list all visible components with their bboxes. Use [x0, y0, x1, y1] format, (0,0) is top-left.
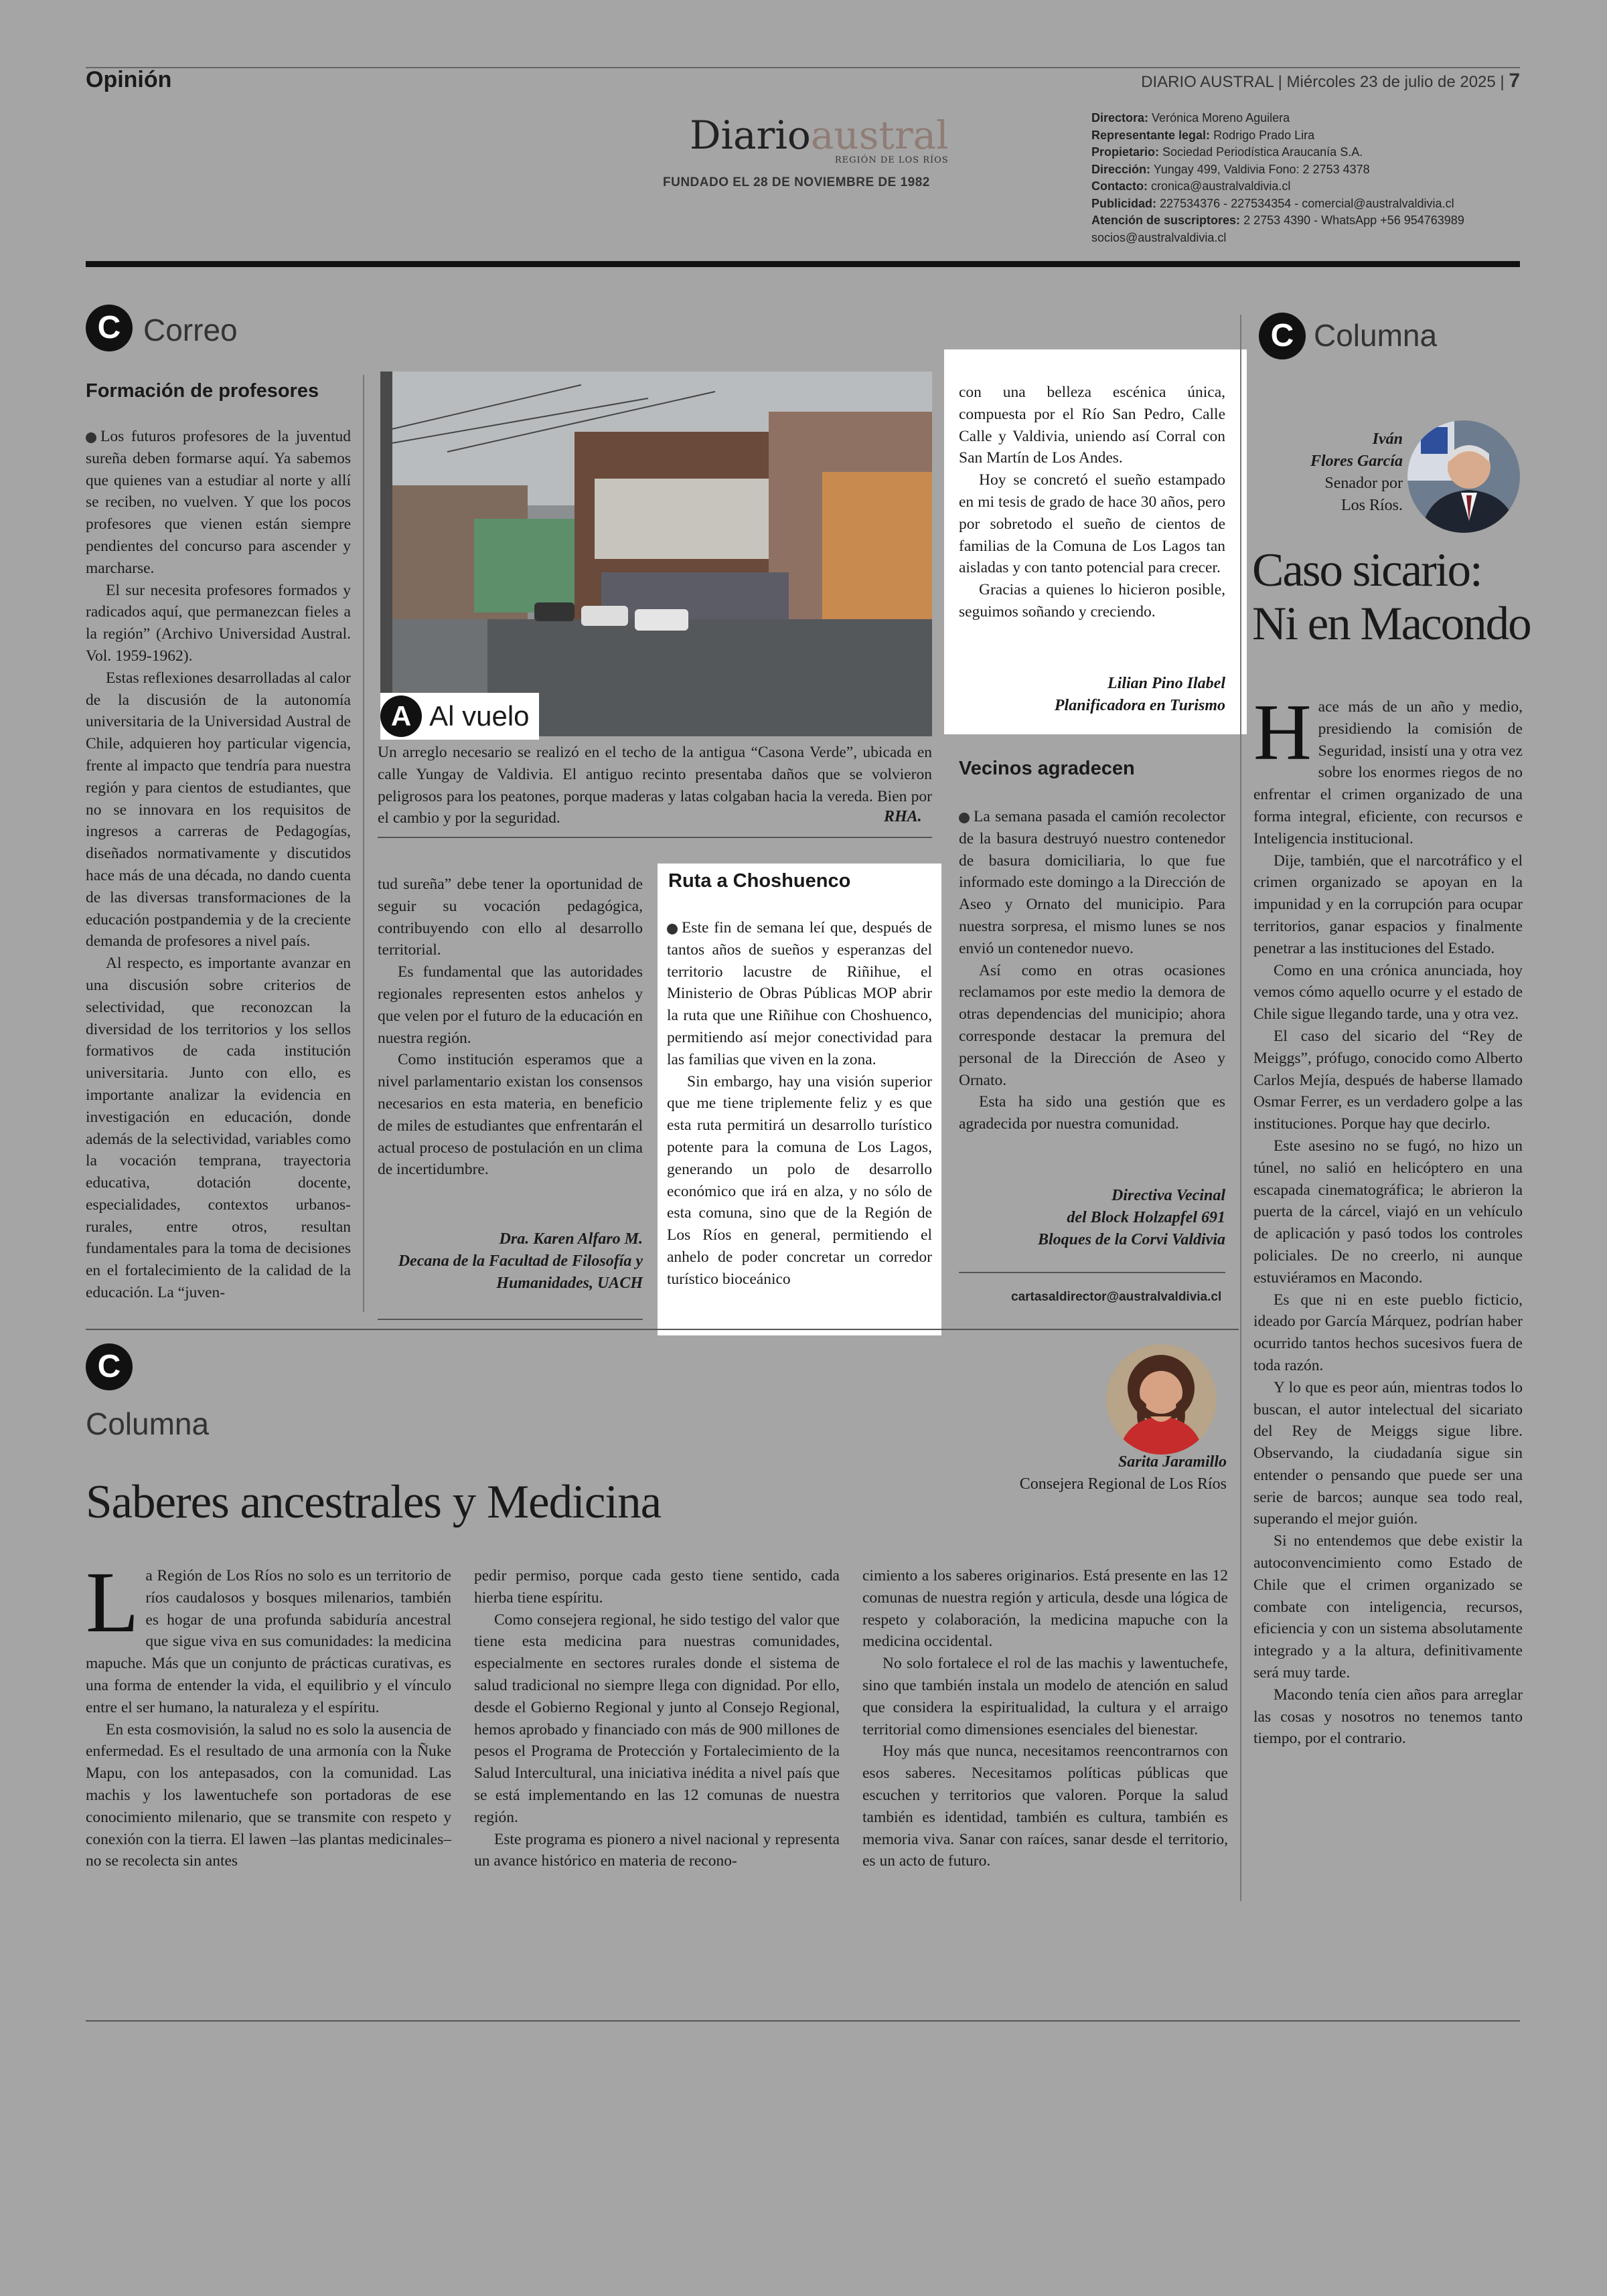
paragraph: Este fin de semana leí que, después de tantos años de sueños y esperanzas del territorio lacustre de Riñihue, el Ministerio de Obras Públicas MOP abrir la ruta que une Riñihue con Choshuenco, permitiendo así mejor conectividad para las familias que viven en la zona. [667, 919, 932, 1068]
bullet-icon [86, 432, 96, 443]
paragraph: Como institución esperamos que a nivel parlamentario existan los consensos necesarios en esta materia, en beneficio de miles de estudiantes que enfrentarán el actual proceso de postulación en un clima de incertidumbre. [378, 1051, 643, 1179]
column-bottom-headline: Saberes ancestrales y Medicina [86, 1476, 662, 1528]
paragraph: Sin embargo, hay una visión superior que me tiene triplemente feliz y es que esta ruta permitirá un desarrollo turístico potente para la comuna de Los Lagos, generando un polo de desarrollo económico que irá en alza, y no sólo de esta comuna, sino que de la Región de Los Ríos en general, permitiendo el anhelo de poder concretar un corredor turístico bioceánico [667, 1072, 932, 1288]
staff-box [1091, 110, 1464, 246]
paragraph: En esta cosmovisión, la salud no es solo la ausencia de enfermedad. Es el resultado de una armonía con la Ñuke Mapu, con los antepasados, con la comunidad. Las machis y los lawentuchefe son portadoras de ese conocimiento milenario, que se transmite con respeto y conexión con la tierra. El lawen –las plantas medicinales– no se recolecta sin antes [86, 1720, 451, 1870]
column-rule [378, 1319, 643, 1320]
right-column-divider [1240, 315, 1241, 1901]
staff-line: Representante legal: Rodrigo Prado Lira [1091, 128, 1315, 142]
letter2-title: Ruta a Choshuenco [668, 870, 851, 892]
al-vuelo-badge: A [380, 695, 422, 737]
letter1-body [86, 426, 351, 1304]
author-role: Los Ríos. [1341, 497, 1403, 514]
paragraph: Hoy se concretó el sueño estampado en mi tesis de grado de hace 30 años, pero por sobretodo el sueño de cientos de familias de la Comuna de Los Lagos tan aisladas y con tanto potencial para crecer. [959, 471, 1225, 577]
email-rule [959, 1272, 1225, 1273]
signature-role: Planificadora en Turismo [1054, 697, 1225, 714]
author-name: Sarita Jaramillo [1118, 1453, 1227, 1471]
correo-label: Correo [143, 313, 238, 347]
column-right-badge: C [1259, 313, 1306, 359]
page-number: 7 [1509, 70, 1520, 92]
al-vuelo-photo [380, 372, 932, 736]
letter1-continuation [378, 874, 643, 1181]
section-divider [86, 1329, 1239, 1330]
staff-line: Atención de suscriptores: 2 2753 4390 - WhatsApp +56 954763989 [1091, 214, 1464, 227]
column-bottom-col2 [474, 1565, 840, 1872]
staff-line: Contacto: cronica@australvaldivia.cl [1091, 179, 1291, 193]
paragraph: Los futuros profesores de la juventud sureña deben formarse aquí. Ya sabemos que quienes van a estudiar al norte y allí se reciben, no vuelven. Y que los pocos profesores que vienen están siempre pendientes del concurso para ascender y marcharse. [86, 428, 351, 577]
paragraph: con una belleza escénica única, compuesta por el Río San Pedro, Calle Calle y Valdivia, uniendo así Corral con San Martín de Los Andes. [959, 384, 1225, 467]
paragraph: El caso del sicario del “Rey de Meiggs”, prófugo, conocido como Alberto Carlos Mejía, después de haberse llamado Osmar Ferrer, es un verdadero golpe a las instituciones. Porque hay que decirlo. [1253, 1027, 1523, 1133]
logo-main: Diario [690, 112, 811, 158]
column-right-body [1253, 687, 1523, 1750]
section-title: Opinión [86, 67, 172, 92]
paragraph: cimiento a los saberes originarios. Está presente en las 12 comunas de nuestra región y articula, desde una lógica de respeto y colaboración, la medicina mapuche con la medicina occidental. [862, 1567, 1228, 1651]
al-vuelo-rule [378, 837, 932, 838]
top-rule [86, 67, 1520, 68]
bullet-icon [667, 924, 678, 934]
bottom-rule [86, 2020, 1520, 2022]
staff-line: Dirección: Yungay 499, Valdivia Fono: 2 2753 4378 [1091, 162, 1370, 176]
signature-role: Decana de la Facultad de Filosofía y [398, 1252, 643, 1270]
letter2-continuation [959, 382, 1225, 623]
paragraph: Dije, también, que el narcotráfico y el crimen organizado se apoyan en la impunidad y en la corrupción para ocupar territorios, ganar espacios y finalmente penetrar a las instituciones del Estado. [1253, 851, 1523, 957]
letter3-body [959, 806, 1225, 1135]
staff-line: Publicidad: 227534376 - 227534354 - comercial@australvaldivia.cl [1091, 196, 1454, 210]
street-photo-illustration [380, 372, 932, 736]
paragraph: El sur necesita profesores formados y radicados aquí, que permanezcan fieles a la región” (Archivo Universidad Austral. Vol. 1959-1962). [86, 581, 351, 665]
paragraph: Este asesino no se fugó, no hizo un túnel, no salió en helicóptero en una escapada cinematográfica; le abrieron la puerta de la cárcel, viajó en un vehículo de aplicación y pasó todos los controles policiales. De no creerlo, ni aunque estuviéramos en Macondo. [1253, 1137, 1523, 1287]
masthead-heavy-rule [86, 261, 1520, 267]
author-role: Senador por [1324, 475, 1403, 492]
author-avatar [1407, 420, 1520, 533]
staff-line: Propietario: Sociedad Periodística Araucanía S.A. [1091, 145, 1363, 159]
author-byline [1245, 428, 1403, 517]
paragraph: Como en una crónica anunciada, hoy vemos cómo aquello ocurre y el estado de Chile sigue llegando tarde, una y otra vez. [1253, 961, 1523, 1023]
author-portrait-illustration [1106, 1344, 1217, 1455]
paragraph: Macondo tenía cien años para arreglar las cosas y nosotros no tenemos tanto tiempo, por el contrario. [1253, 1686, 1523, 1748]
column-divider [363, 375, 364, 1312]
signature-line: Directiva Vecinal [1112, 1187, 1225, 1204]
paragraph: Este programa es pionero a nivel nacional y representa un avance histórico en materia de recono- [474, 1830, 840, 1870]
staff-line: Directora: Verónica Moreno Aguilera [1091, 111, 1290, 125]
author-avatar [1106, 1344, 1217, 1455]
al-vuelo-header [380, 693, 539, 740]
letters-email[interactable]: cartasaldirector@australvaldivia.cl [1011, 1290, 1222, 1304]
author-role: Consejera Regional de Los Ríos [1019, 1475, 1227, 1493]
paragraph: Es fundamental que las autoridades regionales representen estos anhelos y que velen por el futuro de la educación en nuestra región. [378, 963, 643, 1047]
al-vuelo-text [378, 742, 932, 829]
column-bottom-badge: C [86, 1343, 133, 1390]
date-line: DIARIO AUSTRAL | Miércoles 23 de julio de 2025 | [1141, 73, 1505, 91]
letter1-title: Formación de profesores [86, 380, 319, 402]
dropcap: H [1253, 687, 1312, 776]
letter1-signature [378, 1228, 643, 1295]
signature-line: Bloques de la Corvi Valdivia [1037, 1231, 1225, 1248]
paragraph: Hoy más que nunca, necesitamos reencontrarnos con esos saberes. Necesitamos políticas públicas que escuchen y territorios que valoren. Porque la salud también es identidad, también es cultura, también es memoria viva. Sanar con raíces, sanar desde el territorio, es un acto de futuro. [862, 1742, 1228, 1870]
bullet-icon [959, 813, 970, 823]
paragraph: Y lo que es peor aún, mientras todos lo buscan, el autor intelectual del sicariato del Rey de Meiggs sigue libre. Observando, la ciudadanía sigue sin entender o pensando que puede ser una serie de barcos; aunque sea todo real, superando el mejor guión. [1253, 1378, 1523, 1528]
al-vuelo-label: Al vuelo [429, 700, 530, 732]
paragraph: Esta ha sido una gestión que es agradecida por nuestra comunidad. [959, 1093, 1225, 1133]
headline-line: Caso sicario: [1252, 544, 1482, 596]
paragraph: La semana pasada el camión recolector de la basura destruyó nuestro contenedor de basura domiciliaria, lo que fue informado este domingo a la Dirección de Aseo y Ornato del municipio. Para nuestra sorpresa, el mismo lunes se nos envió un contenedor nuevo. [959, 808, 1225, 957]
founded-line: FUNDADO EL 28 DE NOVIEMBRE DE 1982 [663, 175, 930, 189]
paragraph: No solo fortalece el rol de las machis y lawentuchefe, sino que también instala un modelo de atención en salud que considera la espiritualidad, la cultura y el arraigo territorial como dimensiones esenciales del bienestar. [862, 1655, 1228, 1738]
paragraph: Un arreglo necesario se realizó en el techo de la antigua “Casona Verde”, ubicada en calle Yungay de Valdivia. El antiguo recinto presentaba daños que se volvieron peligrosos para los peatones, porque maderas y latas colgaban hacia la vereda. Bien por el cambio y por la seguridad. [378, 744, 932, 827]
author-first-name: Iván [1372, 430, 1403, 448]
paragraph: Al respecto, es importante avanzar en una discusión sobre criterios de selectividad, que reconozcan la diversidad de los territorios y los sellos formativos de cada institución universitaria. Junto con ello, es importante analizar la evidencia en investigación en educación, donde además de la selectividad, variables como la vocación temprana, trayectoria educativa, dotación docente, especialidades, contextos urbanos- rurales, entre otros, resultan fundamentales para la toma de decisiones en el fortalecimiento de la calidad de la educación. La “juven- [86, 955, 351, 1302]
paragraph: Estas reflexiones desarrolladas al calor de la discusión de la autonomía universitaria de la Universidad Austral de Chile, adquieren hoy particular vigencia, frente al impacto que tendría para nuestra región y para cientos de estudiantes, que no se innovara en los requisitos de ingresos a carreras de Pedagogías, diseñados normativamente y discutidos hace más de una década, no dando cuenta de las diversas transformaciones de la educación postpandemia y de la creciente demanda de profesores a nivel país. [86, 669, 351, 951]
paragraph: tud sureña” debe tener la oportunidad de seguir su vocación pedagógica, contribuyendo con ello al desarrollo territorial. [378, 876, 643, 959]
headline-line: Ni en Macondo [1252, 598, 1531, 650]
dropcap: L [86, 1554, 139, 1651]
signature-line: del Block Holzapfel 691 [1067, 1209, 1225, 1226]
paragraph: La Región de Los Ríos no solo es un territorio de ríos caudalosos y bosques milenarios, también es hogar de una profunda sabiduría ancestral que sigue viva en sus comunidades: la medicina mapuche. Más que un conjunto de prácticas curativas, es una forma de entender la vida, el equilibrio y el vínculo entre el ser humano, la naturaleza y el espíritu. [86, 1554, 451, 1716]
author-portrait-illustration [1407, 420, 1520, 533]
correo-badge: C [86, 305, 133, 351]
al-vuelo-credit: RHA. [884, 808, 922, 825]
column-right-label: Columna [1314, 318, 1438, 353]
paragraph: Como consejera regional, he sido testigo del valor que tiene esta medicina para nuestras comunidades, especialmente en sectores rurales donde el sistema de salud tradicional no siempre llega con dignidad. Por ello, desde el Gobierno Regional y junto al Consejo Regional, hemos aprobado y financiado con más de 900 millones de pesos el Programa de Protección y Fortalecimiento de la Salud Intercultural, una iniciativa inédita a nivel país que se está implementando en las 12 comunas de nuestra región. [474, 1611, 840, 1826]
letter2-body [667, 917, 932, 1291]
paragraph: Hace más de un año y medio, presidiendo la comisión de Seguridad, insistí una y otra vez sobre los enormes riegos de no enfrentar el crimen organizado de una forma integral, eficiente, con recursos e Inteligencia institucional. [1253, 687, 1523, 847]
column-bottom-col1 [86, 1554, 451, 1872]
paragraph: Así como en otras ocasiones reclamamos por este medio la demora de otras dependencias del municipio; ahora corresponde destacar la premura del personal de la Dirección de Aseo y Ornato. [959, 961, 1225, 1089]
author-last-name: Flores García [1310, 453, 1403, 470]
signature-name: Dra. Karen Alfaro M. [499, 1230, 643, 1248]
signature-name: Lilian Pino Ilabel [1107, 675, 1225, 692]
column-bottom-byline [884, 1451, 1227, 1495]
letter3-title: Vecinos agradecen [959, 758, 1135, 779]
signature-role: Humanidades, UACH [496, 1275, 643, 1292]
staff-line: socios@australvaldivia.cl [1091, 230, 1227, 244]
letter2-signature [959, 673, 1225, 717]
paragraph: Gracias a quienes lo hicieron posible, seguimos soñando y creciendo. [959, 581, 1225, 621]
paragraph: Es que ni en este pueblo ficticio, ideado por García Márquez, podrían haber ocurrido tantos hechos sucesivos fuera de toda razón. [1253, 1291, 1523, 1374]
column-bottom-col3 [862, 1565, 1228, 1872]
paper-date [1141, 70, 1520, 92]
logo-accent: austral [810, 112, 949, 158]
column-bottom-label: Columna [86, 1406, 210, 1441]
logo-region: REGIÓN DE LOS RÍOS [834, 155, 949, 165]
paragraph: Si no entendemos que debe existir la autoconvencimiento como Estado de Chile que el crimen organizado se combate con inteligencia, recursos, eficiencia y con un sistema absolutamente integrado y a la altura, definitivamente será muy tarde. [1253, 1532, 1523, 1682]
paragraph: pedir permiso, porque cada gesto tiene sentido, cada hierba tiene espíritu. [474, 1567, 840, 1607]
masthead-logo [690, 112, 949, 165]
column-right-headline [1252, 544, 1531, 651]
letter3-signature [959, 1185, 1225, 1251]
